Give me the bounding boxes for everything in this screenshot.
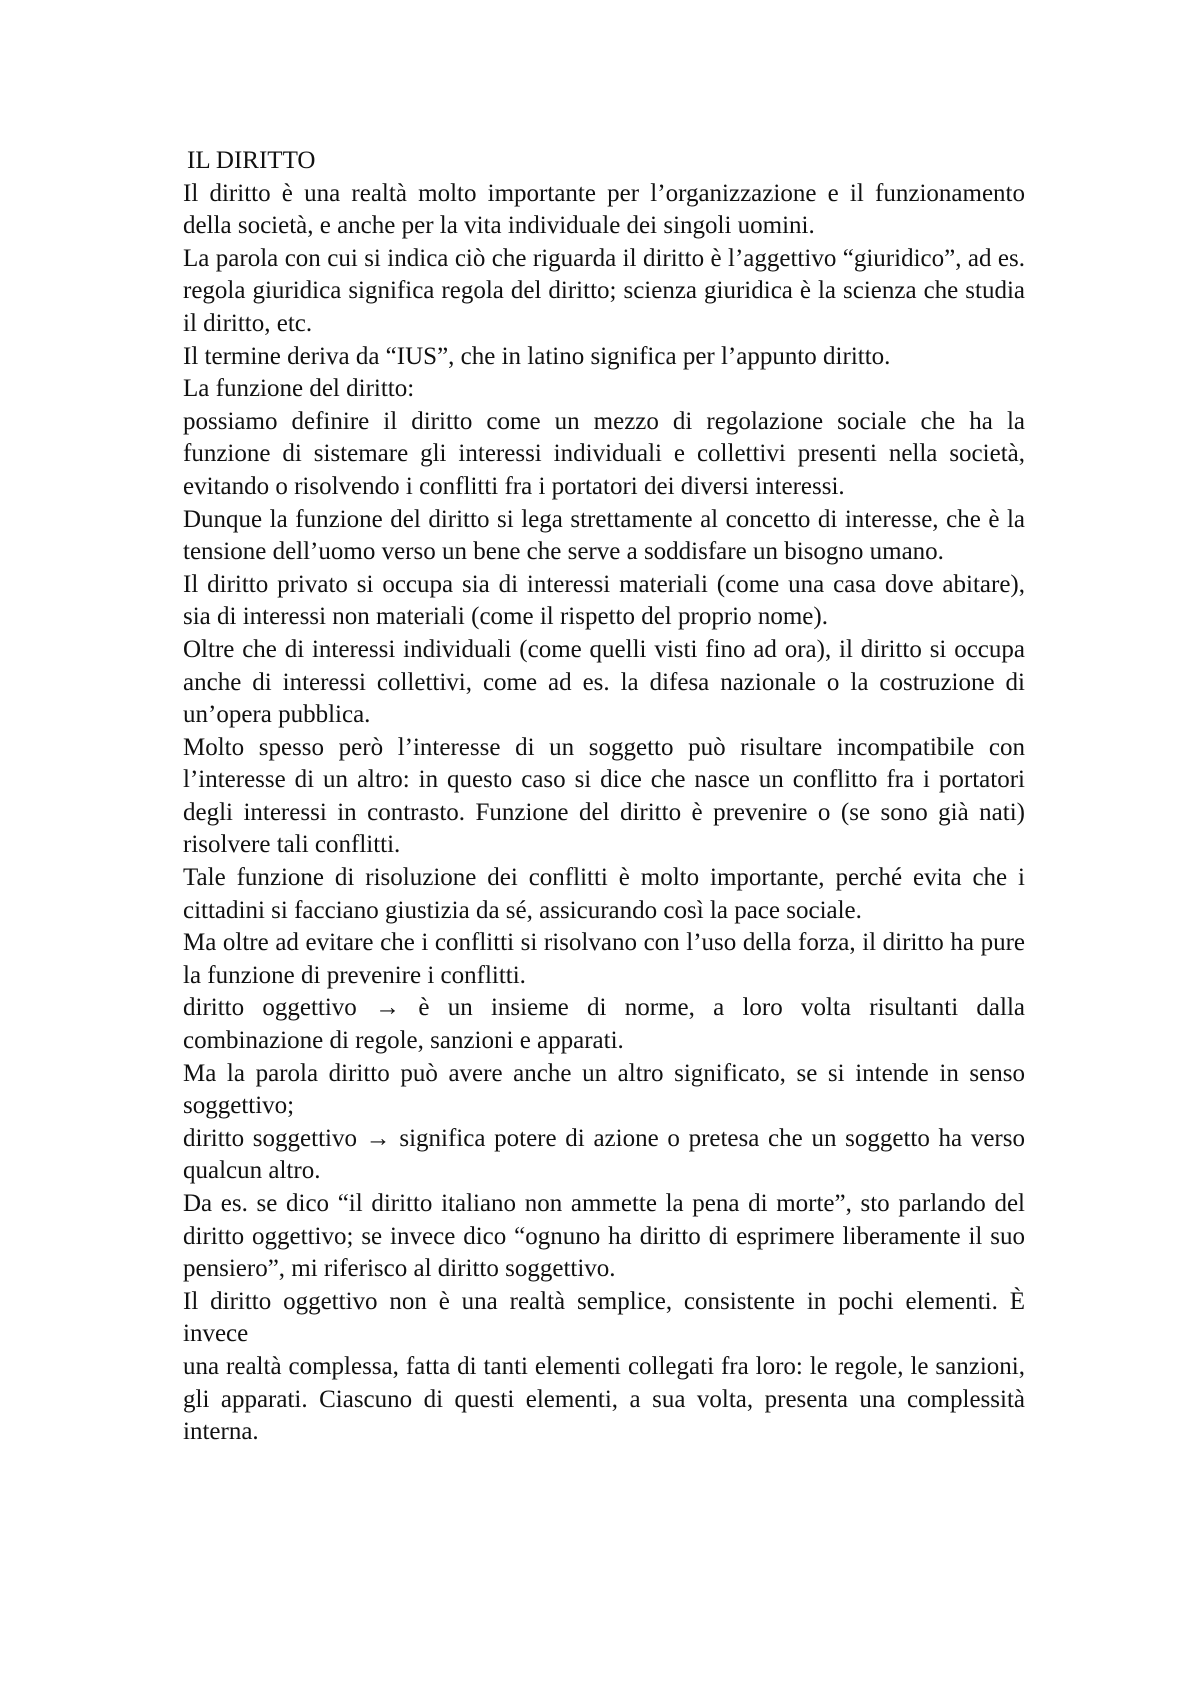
paragraph-15: Da es. se dico “il diritto italiano non ammette la pena di morte”, sto parlando del diritto oggettivo; se invece dico “ognuno ha diritto di esprimere liberamente il suo pensiero”, mi riferisco al diritto soggettivo. [183,1190,1025,1283]
document-page [183,145,1025,1449]
paragraph-7: Il diritto privato si occupa sia di interessi materiali (come una casa dove abitare), sia di interessi non materiali (come il rispetto del proprio nome). [183,570,1025,631]
paragraph-8: Oltre che di interessi individuali (come quelli visti fino ad ora), il diritto si occupa anche di interessi collettivi, come ad es. la difesa nazionale o la costruzione di un’opera pubblica. [183,635,1025,729]
paragraph-4: La funzione del diritto: [183,375,415,403]
paragraph-1: Il diritto è una realtà molto importante per l’organizzazione e il funzionamento della società, e anche per la vita individuale dei singoli uomini. [183,179,1025,240]
document-title: IL DIRITTO [187,147,316,174]
paragraph-2: La parola con cui si indica ciò che riguarda il diritto è l’aggettivo “giuridico”, ad es. regola giuridica significa regola del diritto; scienza giuridica è la scienza che studia il diritto, etc. [183,244,1025,337]
paragraph-12-diritto-oggettivo: diritto oggettivo → è un insieme di norme, a loro volta risultanti dalla combinazione di regole, sanzioni e apparati. [183,994,1025,1055]
paragraph-16: Il diritto oggettivo non è una realtà semplice, consistente in pochi elementi. È invece [183,1287,1025,1348]
paragraph-3: Il termine deriva da “IUS”, che in latino significa per l’appunto diritto. [183,342,891,370]
paragraph-13: Ma la parola diritto può avere anche un altro significato, se si intende in senso soggettivo; [183,1059,1025,1120]
paragraph-5: possiamo definire il diritto come un mezzo di regolazione sociale che ha la funzione di sistemare gli interessi individuali e collettivi presenti nella società, evitando o risolvendo i conflitti fra i portatori dei diversi interessi. [183,407,1025,500]
paragraph-11: Ma oltre ad evitare che i conflitti si risolvano con l’uso della forza, il diritto ha pure la funzione di prevenire i conflitti. [183,929,1025,989]
paragraph-9: Molto spesso però l’interesse di un soggetto può risultare incompatibile con l’interesse di un altro: in questo caso si dice che nasce un conflitto fra i portatori degli interessi in contrasto. Funzione del diritto è prevenire o (se sono già nati) risolvere tali conflitti. [183,733,1025,859]
paragraph-6: Dunque la funzione del diritto si lega strettamente al concetto di interesse, che è la tensione dell’uomo verso un bene che serve a soddisfare un bisogno umano. [183,505,1025,566]
paragraph-17: una realtà complessa, fatta di tanti elementi collegati fra loro: le regole, le sanzioni, gli apparati. Ciascuno di questi elementi, a sua volta, presenta una complessità interna. [183,1352,1025,1446]
paragraph-10: Tale funzione di risoluzione dei conflitti è molto importante, perché evita che i cittadini si facciano giustizia da sé, assicurando così la pace sociale. [183,864,1025,924]
paragraph-14-diritto-soggettivo: diritto soggettivo → significa potere di azione o pretesa che un soggetto ha verso qualcun altro. [183,1124,1025,1185]
